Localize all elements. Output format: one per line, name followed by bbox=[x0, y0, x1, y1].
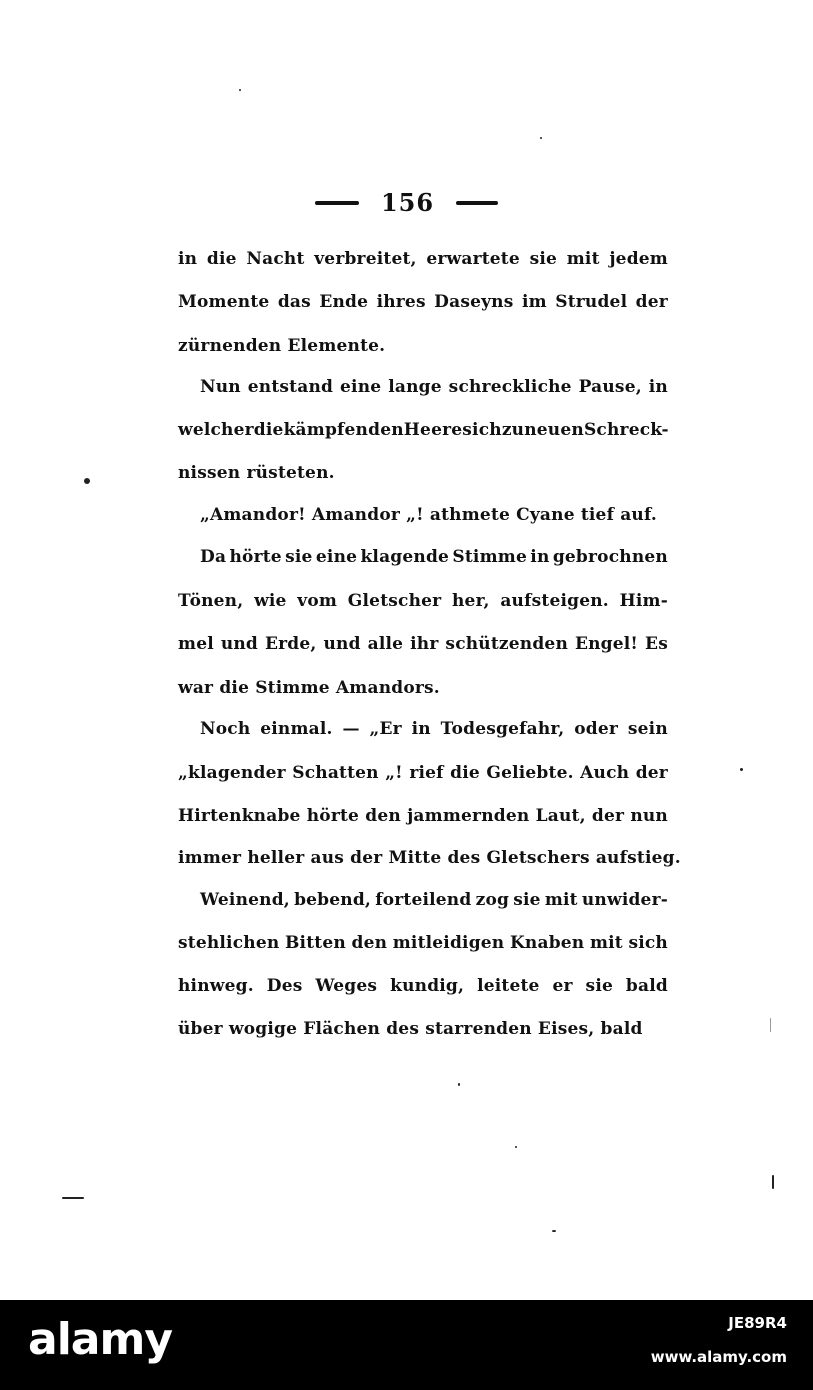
watermark-footer bbox=[0, 1300, 813, 1390]
word: die bbox=[253, 420, 284, 440]
scan-speck bbox=[458, 1083, 460, 1086]
word: Ende bbox=[319, 292, 369, 312]
image-id: JE89R4 bbox=[728, 1314, 787, 1332]
word: Weinend, bbox=[200, 890, 290, 910]
word: Nun bbox=[200, 377, 241, 397]
word: ihres bbox=[376, 292, 426, 312]
word: mitleidigen bbox=[392, 933, 505, 953]
word: der bbox=[635, 763, 668, 783]
text-line: war die Stimme Amandors. bbox=[178, 678, 440, 698]
word: Schatten bbox=[292, 763, 379, 783]
word: und bbox=[323, 634, 361, 654]
word: erwartete bbox=[426, 249, 520, 269]
word: Daseyns bbox=[434, 292, 514, 312]
word: Heere bbox=[403, 420, 463, 440]
word: mit bbox=[566, 249, 600, 269]
word: wie bbox=[254, 591, 287, 611]
word: her, bbox=[452, 591, 490, 611]
word: zu bbox=[501, 420, 525, 440]
text-line: immer heller aus der Mitte des Gletschers aufstieg. bbox=[178, 848, 681, 868]
word: Des bbox=[266, 976, 303, 996]
word: sich bbox=[628, 933, 668, 953]
word: sein bbox=[627, 719, 668, 739]
word: Nacht bbox=[246, 249, 305, 269]
scan-speck bbox=[540, 137, 542, 139]
word: alle bbox=[367, 634, 404, 654]
word: im bbox=[521, 292, 547, 312]
word: er bbox=[552, 976, 573, 996]
word: schreckliche bbox=[448, 377, 572, 397]
word: hörte bbox=[306, 806, 360, 826]
word: mit bbox=[589, 933, 623, 953]
text-line bbox=[178, 590, 668, 612]
word: der bbox=[635, 292, 668, 312]
word: Auch bbox=[580, 763, 630, 783]
word: in bbox=[648, 377, 668, 397]
word: — bbox=[342, 719, 360, 739]
word: unwider- bbox=[581, 890, 668, 910]
word: gebrochnen bbox=[552, 547, 668, 567]
word: Gletscher bbox=[347, 591, 442, 611]
word: verbreitet, bbox=[314, 249, 417, 269]
word: Schreck- bbox=[583, 420, 669, 440]
word: ihr bbox=[410, 634, 439, 654]
word: Laut, bbox=[535, 806, 586, 826]
word: schützenden bbox=[445, 634, 569, 654]
word: einmal. bbox=[260, 719, 333, 739]
text-line: über wogige Flächen des starrenden Eises, bald bbox=[178, 1019, 643, 1039]
text-line bbox=[200, 546, 668, 568]
word: Pause, bbox=[578, 377, 642, 397]
text-line: „Amandor! Amandor „! athmete Cyane tief auf. bbox=[200, 505, 658, 525]
word: bald bbox=[625, 976, 668, 996]
word: Stimme bbox=[452, 547, 527, 567]
word: Noch bbox=[200, 719, 251, 739]
word: lange bbox=[388, 377, 442, 397]
word: „Er bbox=[369, 719, 402, 739]
word: eine bbox=[340, 377, 382, 397]
scan-speck bbox=[740, 768, 743, 771]
scan-speck bbox=[515, 1146, 517, 1148]
word: forteilend bbox=[375, 890, 472, 910]
scan-speck bbox=[62, 1197, 84, 1199]
word: Engel! bbox=[574, 634, 639, 654]
scan-speck bbox=[84, 478, 90, 484]
word: hörte bbox=[229, 547, 282, 567]
word: entstand bbox=[247, 377, 334, 397]
watermark-logo: alamy bbox=[28, 1314, 172, 1365]
header-dash-left bbox=[315, 201, 359, 205]
text-line bbox=[178, 248, 668, 270]
word: Knaben bbox=[509, 933, 585, 953]
text-line: zürnenden Elemente. bbox=[178, 336, 386, 356]
text-line bbox=[178, 419, 668, 441]
word: Erde, bbox=[264, 634, 317, 654]
word: sich bbox=[462, 420, 502, 440]
scan-speck bbox=[772, 1175, 774, 1189]
page-header bbox=[0, 188, 813, 217]
word: klagende bbox=[360, 547, 450, 567]
header-dash-right bbox=[456, 201, 498, 205]
watermark-url: www.alamy.com bbox=[650, 1348, 787, 1366]
text-line bbox=[178, 291, 668, 313]
word: Momente bbox=[178, 292, 270, 312]
word: zog bbox=[475, 890, 510, 910]
text-line bbox=[178, 975, 668, 997]
word: jedem bbox=[609, 249, 668, 269]
word: rief bbox=[409, 763, 444, 783]
page-number: 156 bbox=[380, 188, 435, 217]
word: eine bbox=[315, 547, 358, 567]
word: Tönen, bbox=[178, 591, 244, 611]
word: „klagender bbox=[178, 763, 286, 783]
text-line bbox=[178, 633, 668, 655]
word: welcher bbox=[178, 420, 254, 440]
word: stehlichen bbox=[178, 933, 280, 953]
word: mel bbox=[178, 634, 214, 654]
word: Todesgefahr, bbox=[440, 719, 565, 739]
text-line bbox=[200, 376, 668, 398]
word: sie bbox=[285, 547, 313, 567]
word: kämpfenden bbox=[283, 420, 404, 440]
word: leitete bbox=[477, 976, 540, 996]
word: Strudel bbox=[555, 292, 628, 312]
word: Geliebte. bbox=[486, 763, 574, 783]
word: hinweg. bbox=[178, 976, 254, 996]
word: Hirtenknabe bbox=[178, 806, 301, 826]
word: den bbox=[365, 806, 401, 826]
word: die bbox=[450, 763, 480, 783]
word: das bbox=[277, 292, 311, 312]
word: aufsteigen. bbox=[500, 591, 609, 611]
word: Him- bbox=[619, 591, 668, 611]
word: sie bbox=[585, 976, 613, 996]
word: jammernden bbox=[407, 806, 530, 826]
word: der bbox=[591, 806, 625, 826]
word: in bbox=[411, 719, 431, 739]
text-line bbox=[200, 889, 668, 911]
text-line bbox=[178, 762, 668, 784]
word: nun bbox=[630, 806, 668, 826]
word: kundig, bbox=[390, 976, 465, 996]
word: neuen bbox=[524, 420, 584, 440]
word: Bitten bbox=[284, 933, 346, 953]
word: sie bbox=[513, 890, 541, 910]
scan-speck bbox=[770, 1018, 771, 1032]
text-line bbox=[178, 805, 668, 827]
scan-speck bbox=[552, 1230, 556, 1232]
word: „! bbox=[385, 763, 403, 783]
word: in bbox=[530, 547, 550, 567]
word: in bbox=[178, 249, 198, 269]
word: und bbox=[220, 634, 259, 654]
word: Da bbox=[200, 547, 227, 567]
word: Weges bbox=[315, 976, 378, 996]
text-line bbox=[200, 718, 668, 740]
text-line: nissen rüsteten. bbox=[178, 463, 335, 483]
word: vom bbox=[297, 591, 338, 611]
word: oder bbox=[574, 719, 619, 739]
word: mit bbox=[544, 890, 578, 910]
word: Es bbox=[645, 634, 668, 654]
text-line bbox=[178, 932, 668, 954]
word: sie bbox=[529, 249, 558, 269]
scan-speck bbox=[239, 89, 241, 91]
word: die bbox=[206, 249, 237, 269]
word: bebend, bbox=[294, 890, 372, 910]
word: den bbox=[351, 933, 388, 953]
